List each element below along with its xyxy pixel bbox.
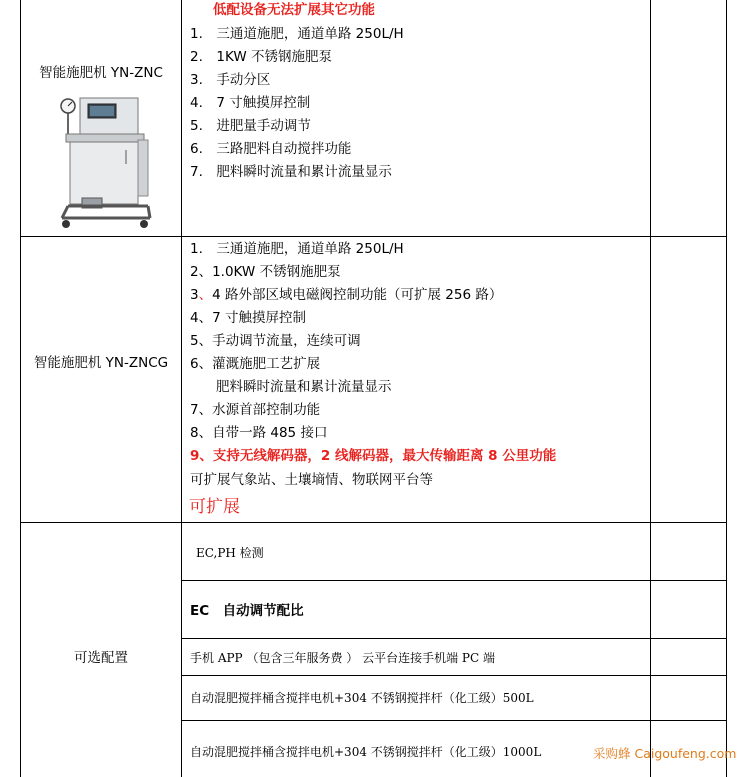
table-col-divider-2: [650, 0, 651, 777]
optional-item-5: 自动混肥搅拌桶含搅拌电机+304 不锈钢搅拌杆（化工级）1000L: [190, 745, 542, 759]
table-border-right: [726, 0, 727, 777]
row1-item-5: 5. 进肥量手动调节: [190, 118, 311, 134]
optional-item-2: EC 自动调节配比: [190, 603, 304, 619]
opt-divider-1: [181, 580, 727, 581]
row2-item-4: 4、7 寸触摸屏控制: [190, 310, 306, 326]
row1-note: 低配设备无法扩展其它功能: [213, 2, 375, 18]
optional-item-3: 手机 APP （包含三年服务费 ） 云平台连接手机端 PC 端: [190, 651, 495, 665]
optional-item-1: EC,PH 检测: [196, 546, 264, 560]
row2-extend-title: 可扩展: [189, 497, 240, 517]
optional-label: 可选配置: [74, 650, 128, 666]
row2-item-7: 7、水源首部控制功能: [190, 402, 321, 418]
row2-item-3-number: 3: [190, 287, 199, 303]
row1-product-label: 智能施肥机 YN-ZNC: [39, 65, 163, 81]
row2-item-3: [190, 287, 502, 303]
row2-item-6: 6、灌溉施肥工艺扩展: [190, 356, 321, 372]
watermark: 采购蜂 Caigoufeng.com: [593, 746, 737, 761]
row2-item-1: 1. 三通道施肥，通道单路 250L/H: [190, 241, 404, 257]
row1-item-4: 4. 7 寸触摸屏控制: [190, 95, 311, 111]
row1-item-3: 3. 手动分区: [190, 72, 271, 88]
row-divider-2: [20, 522, 727, 523]
table-col-divider-1: [181, 0, 182, 777]
row2-extend-list: 可扩展气象站、土壤墒情、物联网平台等: [190, 472, 433, 488]
row2-item-2: 2、1.0KW 不锈钢施肥泵: [190, 264, 341, 280]
row2-item-3-separator: 、: [198, 287, 213, 303]
row2-item-8: 8、自带一路 485 接口: [190, 425, 328, 441]
optional-item-4: 自动混肥搅拌桶含搅拌电机+304 不锈钢搅拌杆（化工级）500L: [190, 691, 534, 705]
row1-item-6: 6. 三路肥料自动搅拌功能: [190, 141, 352, 157]
row1-item-7: 7. 肥料瞬时流量和累计流量显示: [190, 164, 392, 180]
row-divider-1: [20, 236, 727, 237]
row1-item-2: 2. 1KW 不锈钢施肥泵: [190, 49, 332, 65]
opt-divider-2: [181, 638, 727, 639]
opt-divider-3: [181, 675, 727, 676]
row2-wireless-feature: 9、支持无线解码器，2 线解码器，最大传输距离 8 公里功能: [190, 448, 557, 464]
fertilizer-machine-image: [56, 94, 154, 230]
opt-divider-4: [181, 720, 727, 721]
row2-item-3-text: 4 路外部区域电磁阀控制功能（可扩展 256 路）: [212, 287, 503, 303]
row2-product-label: 智能施肥机 YN-ZNCG: [33, 355, 169, 371]
row2-item-5: 5、手动调节流量，连续可调: [190, 333, 361, 349]
row1-item-1: 1. 三通道施肥，通道单路 250L/H: [190, 26, 404, 42]
row2-item-6-sub: 肥料瞬时流量和累计流量显示: [216, 379, 392, 395]
